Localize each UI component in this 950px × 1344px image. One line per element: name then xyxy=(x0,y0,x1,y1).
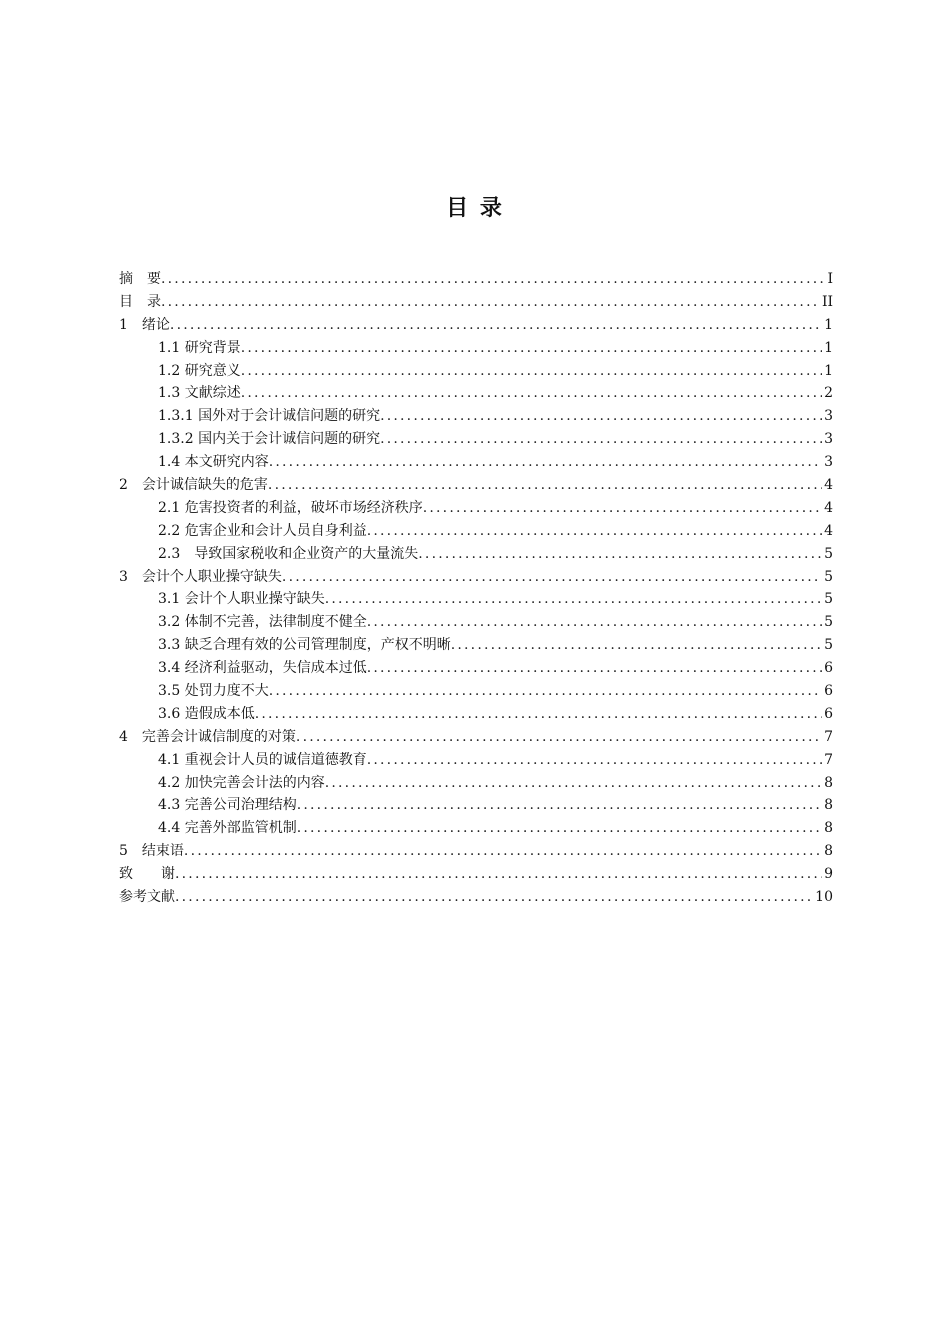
toc-dot-leader xyxy=(241,337,822,360)
toc-entry-page: 5 xyxy=(824,545,833,562)
toc-entry-page: 1 xyxy=(824,339,833,356)
toc-entry-label: 摘 要 xyxy=(119,271,161,287)
toc-entry-page: 5 xyxy=(824,637,833,654)
toc-entry-page: 6 xyxy=(824,660,833,677)
toc-entry-label: 3.1 会计个人职业操守缺失 xyxy=(158,591,325,608)
toc-entry-page: 4 xyxy=(824,477,833,494)
toc-entry[interactable] xyxy=(119,703,833,726)
toc-entry[interactable] xyxy=(119,772,833,795)
toc-entry[interactable] xyxy=(119,497,833,520)
toc-entry-label: 4.4 完善外部监管机制 xyxy=(158,820,297,837)
toc-entry-page: 7 xyxy=(824,728,833,745)
toc-entry-page: 8 xyxy=(824,843,833,860)
toc-dot-leader xyxy=(297,817,822,840)
toc-dot-leader xyxy=(269,680,822,703)
toc-entry-label: 3 会计个人职业操守缺失 xyxy=(119,568,282,585)
toc-entry-label: 5 结束语 xyxy=(119,843,184,860)
toc-dot-leader xyxy=(367,749,822,772)
toc-entry-page: 7 xyxy=(824,751,833,768)
toc-dot-leader xyxy=(380,405,822,428)
toc-dot-leader xyxy=(367,657,822,680)
toc-entry-label: 目 录 xyxy=(119,293,161,310)
toc-entry-page: 8 xyxy=(824,820,833,837)
toc-entry-label: 4 完善会计诚信制度的对策 xyxy=(119,728,296,745)
toc-dot-leader xyxy=(170,314,822,337)
toc-entry[interactable] xyxy=(119,680,833,703)
toc-dot-leader xyxy=(367,611,822,634)
toc-entry-label: 3.3 缺乏合理有效的公司管理制度，产权不明晰 xyxy=(158,637,451,654)
toc-dot-leader xyxy=(175,886,813,909)
toc-entry-page: 3 xyxy=(824,408,833,425)
toc-dot-leader xyxy=(325,588,822,611)
toc-dot-leader xyxy=(175,863,822,886)
toc-entry-page: 1 xyxy=(824,362,833,379)
toc-entry-page: 2 xyxy=(824,385,833,402)
toc-dot-leader xyxy=(241,382,822,405)
toc-dot-leader xyxy=(161,291,820,314)
toc-entry-label: 3.6 造假成本低 xyxy=(158,705,255,722)
toc-dot-leader xyxy=(161,268,825,291)
toc-entry[interactable] xyxy=(119,886,833,909)
toc-entry[interactable] xyxy=(119,428,833,451)
toc-entry-label: 4.1 重视会计人员的诚信道德教育 xyxy=(158,751,367,768)
toc-entry-label: 致 谢 xyxy=(119,866,175,883)
toc-entry-page: 1 xyxy=(824,316,833,333)
toc-entry-page: I xyxy=(827,271,833,287)
toc-dot-leader xyxy=(423,497,822,520)
toc-entry-page: II xyxy=(821,293,833,310)
toc-entry[interactable] xyxy=(119,382,833,405)
toc-dot-leader xyxy=(296,726,822,749)
toc-entry-page: 4 xyxy=(824,499,833,516)
toc-entry-page: 3 xyxy=(824,431,833,448)
toc-entry-page: 8 xyxy=(824,797,833,814)
toc-entry[interactable] xyxy=(119,337,833,360)
toc-dot-leader xyxy=(325,772,822,795)
toc-entry-page: 10 xyxy=(815,889,833,906)
toc-entry-page: 8 xyxy=(824,774,833,791)
toc-entry-label: 1.4 本文研究内容 xyxy=(158,454,269,471)
toc-entry-label: 参考文献 xyxy=(119,889,175,906)
toc-entry[interactable] xyxy=(119,840,833,863)
toc-entry-label: 1.1 研究背景 xyxy=(158,339,241,356)
toc-entry-label: 1.3 文献综述 xyxy=(158,385,241,402)
toc-entry[interactable] xyxy=(119,268,833,291)
toc-entry[interactable] xyxy=(119,863,833,886)
toc-entry-label: 2.2 危害企业和会计人员自身利益 xyxy=(158,522,367,539)
toc-entry-page: 6 xyxy=(824,705,833,722)
toc-entry[interactable] xyxy=(119,726,833,749)
toc-entry[interactable] xyxy=(119,474,833,497)
toc-entry-label: 2 会计诚信缺失的危害 xyxy=(119,477,268,494)
toc-dot-leader xyxy=(255,703,822,726)
toc-entry[interactable] xyxy=(119,291,833,314)
toc-entry-label: 2.1 危害投资者的利益，破坏市场经济秩序 xyxy=(158,499,423,516)
toc-entry-label: 1.2 研究意义 xyxy=(158,362,241,379)
toc-dot-leader xyxy=(184,840,822,863)
toc-entry[interactable] xyxy=(119,451,833,474)
toc-dot-leader xyxy=(268,474,822,497)
toc-entry[interactable] xyxy=(119,794,833,817)
toc-entry-label: 1.3.1 国外对于会计诚信问题的研究 xyxy=(158,408,381,425)
toc-entry[interactable] xyxy=(119,611,833,634)
toc-entry-label: 4.3 完善公司治理结构 xyxy=(158,797,297,814)
toc-entry-page: 9 xyxy=(824,866,833,883)
toc-entry-page: 3 xyxy=(824,454,833,471)
toc-entry[interactable] xyxy=(119,360,833,383)
table-of-contents xyxy=(119,268,833,909)
toc-entry-page: 6 xyxy=(824,683,833,700)
toc-entry-label: 1.3.2 国内关于会计诚信问题的研究 xyxy=(158,431,381,448)
toc-dot-leader xyxy=(367,520,822,543)
toc-entry-page: 5 xyxy=(824,568,833,585)
toc-entry-label: 3.2 体制不完善，法律制度不健全 xyxy=(158,614,367,631)
toc-entry[interactable] xyxy=(119,634,833,657)
toc-entry-label: 3.4 经济利益驱动，失信成本过低 xyxy=(158,660,367,677)
toc-entry[interactable] xyxy=(119,405,833,428)
toc-entry-label: 1 绪论 xyxy=(119,316,170,333)
toc-entry-page: 5 xyxy=(824,614,833,631)
toc-dot-leader xyxy=(418,543,822,566)
toc-entry[interactable] xyxy=(119,520,833,543)
toc-entry-label: 4.2 加快完善会计法的内容 xyxy=(158,774,325,791)
toc-entry[interactable] xyxy=(119,588,833,611)
toc-entry-label: 3.5 处罚力度不大 xyxy=(158,683,269,700)
toc-entry[interactable] xyxy=(119,657,833,680)
toc-entry-page: 4 xyxy=(824,522,833,539)
toc-dot-leader xyxy=(269,451,822,474)
page-title: 目 录 xyxy=(446,196,504,221)
toc-dot-leader xyxy=(241,360,822,383)
toc-entry[interactable] xyxy=(119,817,833,840)
toc-dot-leader xyxy=(297,794,822,817)
toc-entry[interactable] xyxy=(119,566,833,589)
toc-entry-page: 5 xyxy=(824,591,833,608)
toc-entry-label: 2.3 导致国家税收和企业资产的大量流失 xyxy=(158,545,419,562)
toc-dot-leader xyxy=(451,634,822,657)
toc-entry[interactable] xyxy=(119,543,833,566)
toc-dot-leader xyxy=(282,566,822,589)
toc-dot-leader xyxy=(380,428,822,451)
toc-entry[interactable] xyxy=(119,749,833,772)
toc-entry[interactable] xyxy=(119,314,833,337)
